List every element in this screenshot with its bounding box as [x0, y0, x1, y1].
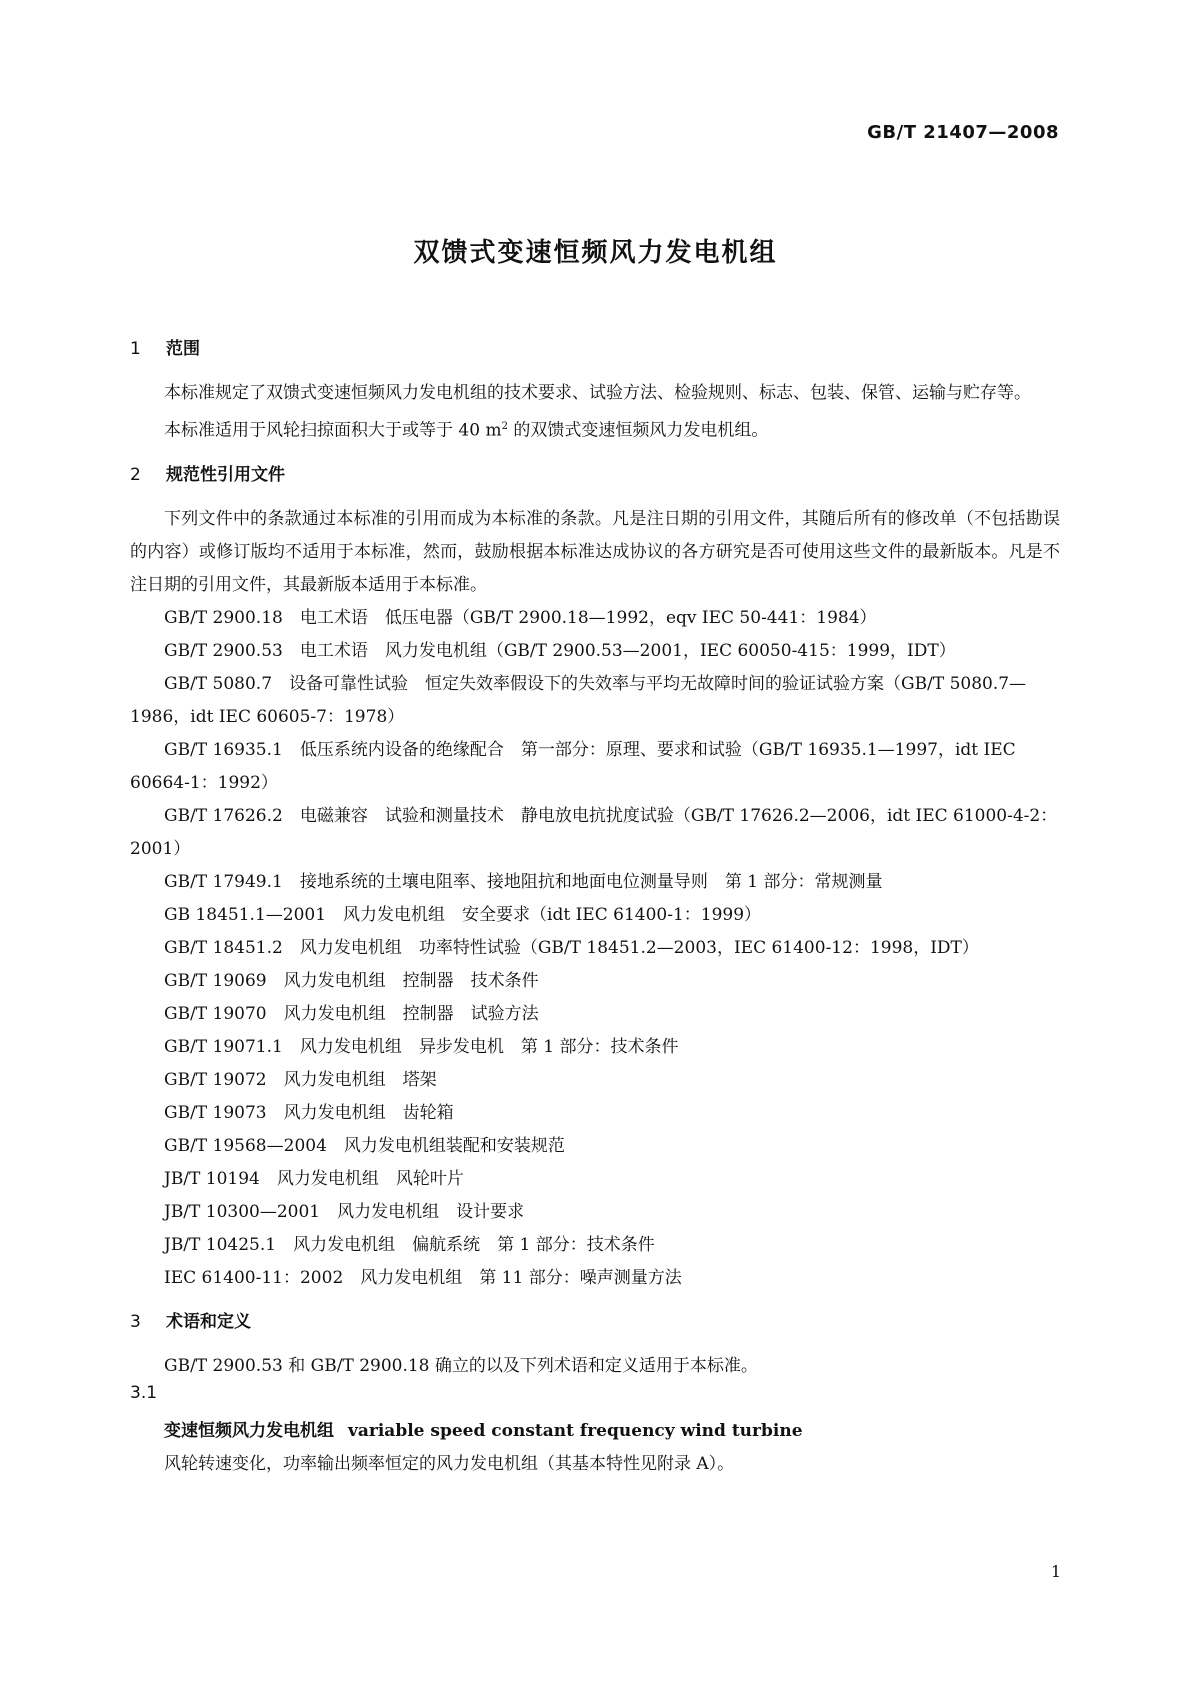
- section-title: 规范性引用文件: [166, 464, 285, 485]
- document-title: 双馈式变速恒频风力发电机组: [413, 238, 778, 268]
- reference-item: GB/T 17949.1 接地系统的土壤电阻率、接地阻抗和地面电位测量导则 第 1 部分：常规测量: [164, 871, 883, 892]
- text-part: 的双馈式变速恒频风力发电机组。: [507, 420, 769, 441]
- section-number: 3: [130, 1311, 141, 1332]
- section-title: 术语和定义: [166, 1311, 251, 1332]
- section-number: 2: [130, 464, 141, 485]
- reference-item: GB/T 19071.1 风力发电机组 异步发电机 第 1 部分：技术条件: [164, 1036, 679, 1057]
- term-entry: [130, 1415, 1060, 1448]
- scope-applicability: [130, 410, 1060, 448]
- reference-item: GB/T 17626.2 电磁兼容 试验和测量技术 静电放电抗扰度试验（GB/T 17626.2—2006，idt IEC 61000-4-2：2001）: [130, 805, 1058, 859]
- standard-code: GB/T 21407—2008: [867, 122, 1059, 143]
- reference-item: GB/T 2900.53 电工术语 风力发电机组（GB/T 2900.53—2001，IEC 60050-415：1999，IDT）: [164, 640, 956, 661]
- reference-item: JB/T 10300—2001 风力发电机组 设计要求: [164, 1201, 525, 1222]
- term-definition: 风轮转速变化，功率输出频率恒定的风力发电机组（其基本特性见附录 A）。: [164, 1453, 735, 1474]
- reference-item: GB/T 19073 风力发电机组 齿轮箱: [164, 1102, 454, 1123]
- section-2-heading: [130, 460, 1060, 485]
- reference-item: GB/T 5080.7 设备可靠性试验 恒定失效率假设下的失效率与平均无故障时间的验证试验方案（GB/T 5080.7—1986，idt IEC 60605-7：1978）: [130, 673, 1027, 727]
- term-english: variable speed constant frequency wind turbine: [348, 1420, 803, 1441]
- superscript: 2: [501, 421, 508, 432]
- section-title: 范围: [166, 339, 200, 359]
- reference-item: GB/T 2900.18 电工术语 低压电器（GB/T 2900.18—1992，eqv IEC 50-441：1984）: [164, 607, 877, 628]
- scope-paragraph: 本标准规定了双馈式变速恒频风力发电机组的技术要求、试验方法、检验规则、标志、包装、保管、运输与贮存等。: [164, 383, 1031, 403]
- reference-item: IEC 61400-11：2002 风力发电机组 第 11 部分：噪声测量方法: [164, 1267, 682, 1288]
- reference-item: GB/T 19072 风力发电机组 塔架: [164, 1069, 437, 1090]
- reference-item: GB/T 16935.1 低压系统内设备的绝缘配合 第一部分：原理、要求和试验（GB/T 16935.1—1997，idt IEC 60664-1：1992）: [130, 739, 1016, 793]
- terms-intro: GB/T 2900.53 和 GB/T 2900.18 确立的以及下列术语和定义适用于本标准。: [164, 1355, 758, 1376]
- reference-item: JB/T 10425.1 风力发电机组 偏航系统 第 1 部分：技术条件: [164, 1234, 655, 1255]
- reference-item: GB/T 19070 风力发电机组 控制器 试验方法: [164, 1003, 539, 1024]
- section-1-heading: [130, 334, 1060, 359]
- document-body: [130, 334, 1060, 1481]
- text-part: 本标准适用于风轮扫掠面积大于或等于 40 m: [164, 420, 502, 441]
- references-intro: 下列文件中的条款通过本标准的引用而成为本标准的条款。凡是注日期的引用文件，其随后所有的修改单（不包括勘误的内容）或修订版均不适用于本标准，然而，鼓励根据本标准达成协议的各方研究是否可使用这些文件的最新版本。凡是不注日期的引用文件，其最新版本适用于本标准。: [130, 508, 1060, 595]
- reference-item: GB/T 19568—2004 风力发电机组装配和安装规范: [164, 1135, 565, 1156]
- reference-item: JB/T 10194 风力发电机组 风轮叶片: [164, 1168, 464, 1189]
- section-number: 1: [130, 339, 141, 359]
- reference-item: GB/T 19069 风力发电机组 控制器 技术条件: [164, 970, 539, 991]
- reference-item: GB/T 18451.2 风力发电机组 功率特性试验（GB/T 18451.2—2003，IEC 61400-12：1998，IDT）: [164, 937, 979, 958]
- term-number: 3.1: [130, 1382, 158, 1403]
- section-3-heading: [130, 1307, 1060, 1332]
- page-number: 1: [1050, 1562, 1061, 1581]
- reference-item: GB 18451.1—2001 风力发电机组 安全要求（idt IEC 61400-1：1999）: [164, 904, 762, 925]
- term-chinese: 变速恒频风力发电机组: [164, 1420, 334, 1441]
